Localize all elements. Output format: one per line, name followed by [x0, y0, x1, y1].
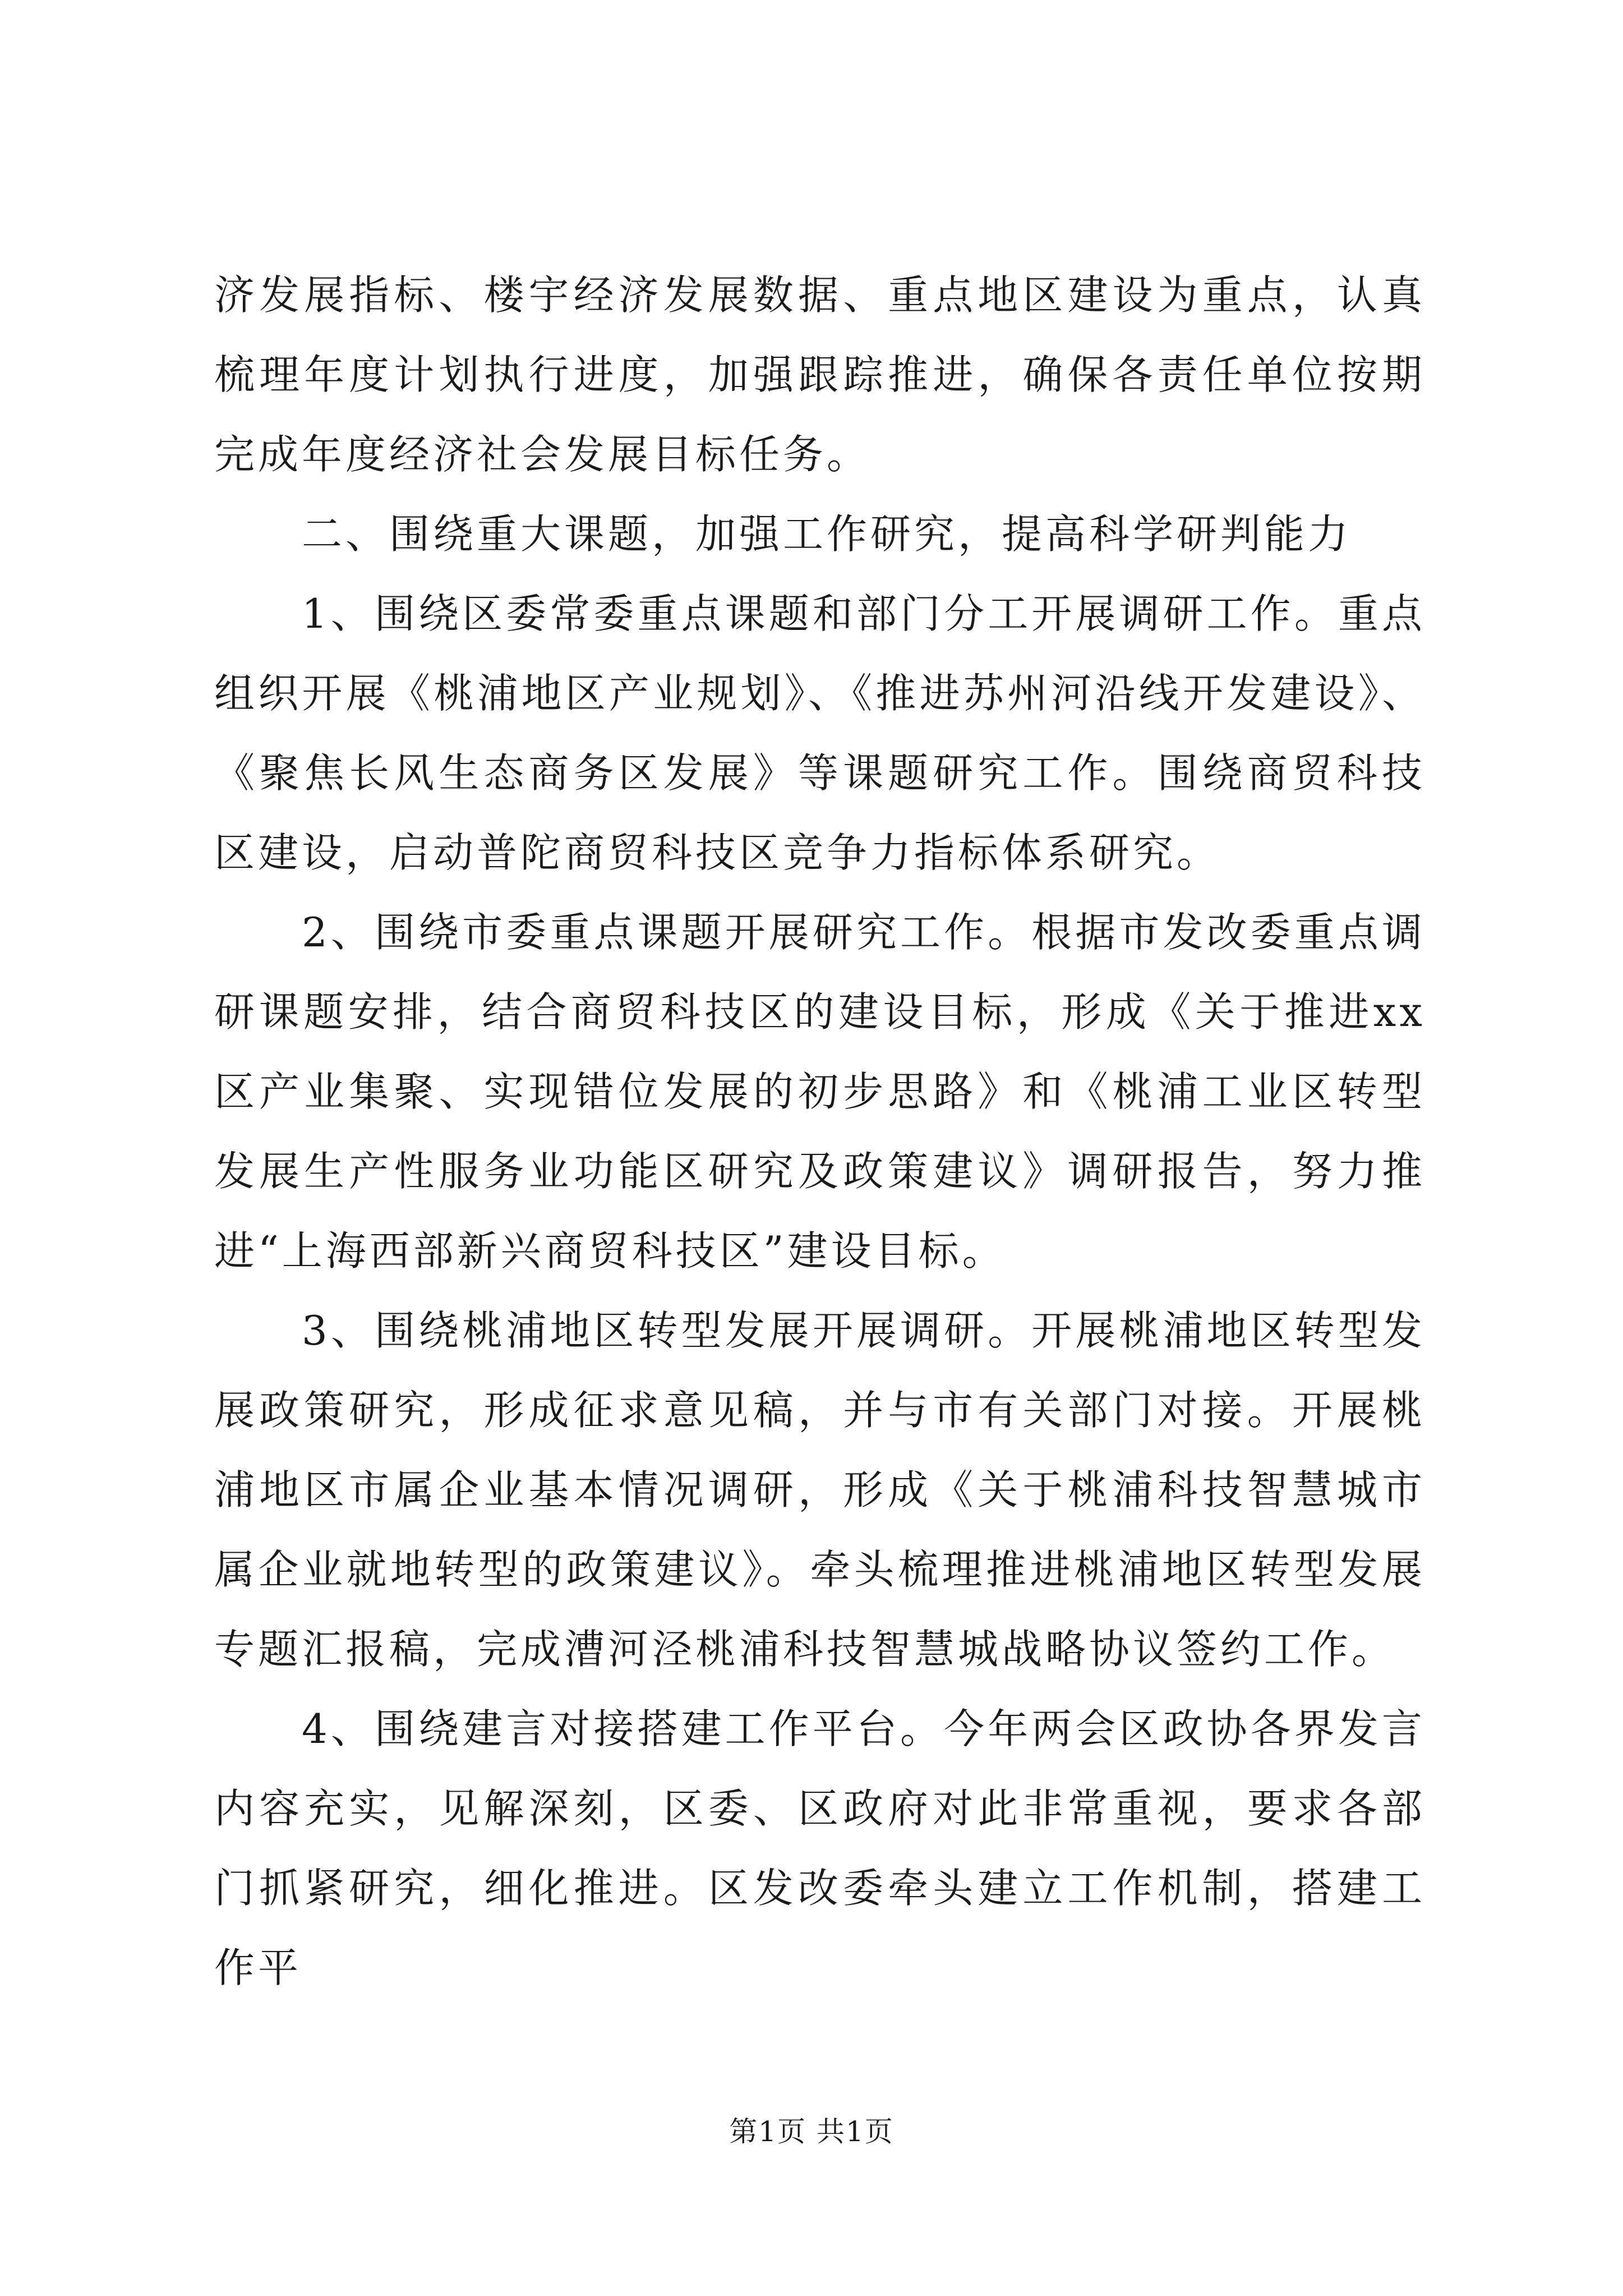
document-body: [214, 255, 1426, 2008]
paragraph-item-3: 3、围绕桃浦地区转型发展开展调研。开展桃浦地区转型发展政策研究，形成征求意见稿，并与市有关部门对接。开展桃浦地区市属企业基本情况调研，形成《关于桃浦科技智慧城市属企业就地转型的政策建议》。牵头梳理推进桃浦地区转型发展专题汇报稿，完成漕河泾桃浦科技智慧城战略协议签约工作。: [214, 1307, 1426, 1673]
paragraph-continuation: 济发展指标、楼宇经济发展数据、重点地区建设为重点，认真梳理年度计划执行进度，加强跟踪推进，确保各责任单位按期完成年度经济社会发展目标任务。: [214, 272, 1426, 478]
page-footer: 第1页 共1页: [729, 2115, 894, 2148]
paragraph-item-2: 2、围绕市委重点课题开展研究工作。根据市发改委重点调研课题安排，结合商贸科技区的建设目标，形成《关于推进xx区产业集聚、实现错位发展的初步思路》和《桃浦工业区转型发展生产性服务业功能区研究及政策建议》调研报告，努力推进“上海西部新兴商贸科技区”建设目标。: [214, 909, 1426, 1274]
paragraph-item-4: 4、围绕建言对接搭建工作平台。今年两会区政协各界发言内容充实，见解深刻，区委、区政府对此非常重视，要求各部门抓紧研究，细化推进。区发改委牵头建立工作机制，搭建工作平: [214, 1705, 1426, 1991]
section-heading: 二、围绕重大课题，加强工作研究，提高科学研判能力: [302, 510, 1352, 558]
paragraph-item-1: 1、围绕区委常委重点课题和部门分工开展调研工作。重点组织开展《桃浦地区产业规划》、《推进苏州河沿线开发建设》、《聚焦长风生态商务区发展》等课题研究工作。围绕商贸科技区建设，启动普陀商贸科技区竞争力指标体系研究。: [214, 590, 1426, 876]
